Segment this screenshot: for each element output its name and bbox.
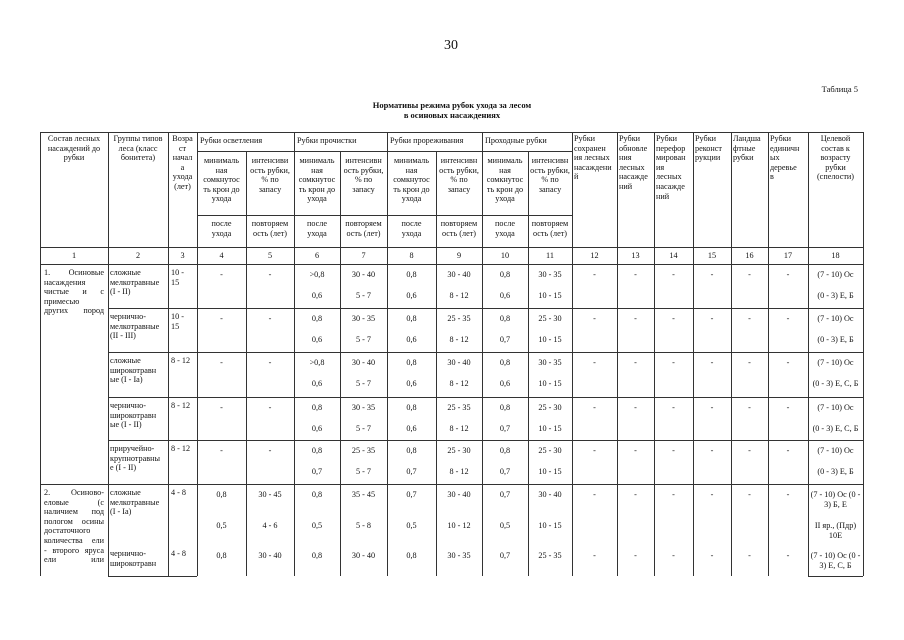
row-value-top: - — [748, 358, 751, 367]
row-target-top: (7 - 10) Ос — [817, 446, 854, 455]
column-number: 1 — [71, 251, 77, 260]
row-value-top: 25 - 30 — [538, 314, 562, 323]
row-start-age: 4 - 8 — [171, 549, 187, 558]
row-value-bottom: 0,6 — [406, 379, 417, 388]
row-value-top: - — [220, 270, 223, 279]
subheader-repeat: повторяем ость (лет) — [251, 219, 289, 238]
row-value-bottom: 10 - 15 — [538, 424, 562, 433]
row-value-top: 0,8 — [311, 314, 323, 323]
column-number: 7 — [361, 251, 366, 260]
row-start-age: 10 - 15 — [171, 312, 184, 331]
header-forest-groups: Группы типов леса (класс бонитета) — [113, 134, 163, 163]
row-target-bottom: II яр., (Пдр) 10Е — [814, 521, 857, 540]
row-value-top: 30 - 35 — [538, 270, 562, 279]
subheader-intensity: интенсивн ость рубки, % по запасу — [439, 156, 479, 194]
row-value-top: - — [672, 314, 675, 323]
row-value-top: - — [593, 551, 596, 560]
row-value-top: 0,8 — [216, 551, 227, 560]
row-value-top: - — [672, 490, 675, 499]
column-number: 4 — [219, 251, 224, 260]
row-value-top: 0,8 — [499, 403, 511, 412]
subheader-min-density: минималь ная сомкнутос ть крон до ухода — [298, 156, 336, 204]
row-value-top: 25 - 35 — [447, 314, 471, 323]
row-value-top: 0,8 — [499, 314, 511, 323]
subheader-after-care: после ухода — [211, 219, 232, 238]
subheader-repeat: повторяем ость (лет) — [345, 219, 382, 238]
column-number: 15 — [707, 251, 717, 260]
row-value-top: - — [710, 446, 714, 455]
header-single-trees: Рубки единичн ых деревье в — [770, 134, 800, 182]
row-value-top: 0,8 — [406, 446, 417, 455]
row-value-bottom: 10 - 15 — [538, 467, 562, 476]
row-value-top: - — [634, 490, 637, 499]
row-value-bottom: 0,6 — [311, 424, 323, 433]
row-value-top: 30 - 40 — [351, 270, 376, 279]
row-value-top: - — [593, 446, 596, 455]
header-passing: Проходные рубки — [485, 136, 547, 145]
row-start-age: 8 - 12 — [171, 356, 191, 365]
column-number: 5 — [267, 251, 273, 260]
row-value-bottom: 10 - 15 — [538, 379, 562, 388]
row-target-bottom: (0 - 3) Е, С, Б — [812, 379, 859, 388]
header-reformation: Рубки перефор мирован ия лесных насажде ний — [656, 134, 686, 201]
row-value-top: 25 - 30 — [538, 446, 562, 455]
row-value-top: 0,8 — [499, 270, 511, 279]
row-start-age: 8 - 12 — [171, 401, 191, 410]
row-value-top: - — [634, 270, 637, 279]
row-value-bottom: 5 - 7 — [355, 379, 371, 388]
subheader-intensity: интенсиви ость рубки, % по запасу — [250, 156, 290, 194]
subheader-intensity: интенсивн ость рубки, % по запасу — [530, 156, 570, 194]
row-start-age: 8 - 12 — [171, 444, 191, 453]
row-target-bottom: (0 - 3) Е, Б — [817, 467, 854, 476]
row-value-top: - — [593, 403, 596, 412]
row-value-top: - — [786, 358, 790, 367]
subheader-after-care: после ухода — [401, 219, 422, 238]
row-value-bottom: 5 - 8 — [355, 521, 371, 530]
subheader-repeat: повторяем ость (лет) — [440, 219, 478, 238]
column-number: 12 — [590, 251, 599, 260]
subheader-repeat: повторяем ость (лет) — [531, 219, 569, 238]
group-composition: 1. Осиновые насаждения чистые и с примесью других пород — [44, 268, 104, 316]
row-value-bottom: 5 - 7 — [355, 467, 371, 476]
row-value-bottom: 4 - 6 — [262, 521, 278, 530]
row-value-top: 0,8 — [406, 270, 417, 279]
row-value-top: - — [786, 551, 790, 560]
row-value-bottom: 0,5 — [311, 521, 323, 530]
row-value-top: 30 - 35 — [447, 551, 471, 560]
row-value-top: 25 - 30 — [447, 446, 471, 455]
row-target-top: (7 - 10) Ос — [817, 270, 854, 279]
row-value-top: 0,8 — [406, 314, 417, 323]
header-renewal: Рубки обновле ния лесных насажде ний — [619, 134, 648, 191]
page-number: 30 — [444, 38, 458, 53]
row-value-top: - — [634, 403, 637, 412]
row-value-top: - — [220, 358, 223, 367]
column-number: 2 — [135, 251, 141, 260]
row-start-age: 10 - 15 — [171, 268, 184, 287]
column-number: 10 — [500, 251, 510, 260]
title-line-1: Нормативы режима рубок ухода за лесом — [372, 100, 532, 110]
row-value-bottom: 0,6 — [311, 379, 323, 388]
row-value-top: 35 - 45 — [351, 490, 376, 499]
column-number: 3 — [180, 251, 185, 260]
row-value-top: >0,8 — [309, 270, 325, 279]
row-value-top: - — [268, 270, 272, 279]
row-value-top: 25 - 35 — [538, 551, 562, 560]
row-value-bottom: 8 - 12 — [449, 467, 469, 476]
row-value-top: >0,8 — [309, 358, 325, 367]
row-start-age: 4 - 8 — [171, 488, 187, 497]
row-value-bottom: 0,7 — [311, 467, 323, 476]
header-target: Целевой состав к возрасту рубки (спелости) — [816, 134, 855, 182]
row-value-top: - — [220, 314, 223, 323]
header-thinning: Рубки прореживания — [390, 136, 464, 145]
row-value-top: 30 - 40 — [538, 490, 562, 499]
subheader-intensity: интенсивн ость рубки, % по запасу — [343, 156, 384, 194]
row-forest-type: сложные широкотравн ые (I - Ia) — [110, 356, 157, 385]
row-forest-type: сложные мелкотравные (I - Ia) — [110, 488, 160, 517]
row-value-top: 0,8 — [499, 446, 511, 455]
column-number: 17 — [783, 251, 793, 260]
row-value-bottom: 0,6 — [406, 335, 417, 344]
column-number: 8 — [409, 251, 414, 260]
row-value-top: - — [710, 358, 714, 367]
row-value-top: - — [220, 446, 223, 455]
subheader-min-density: минималь ная сомкнутос ть крон до ухода — [393, 156, 430, 204]
row-value-bottom: 5 - 7 — [355, 291, 371, 300]
group-composition: 2. Осиново- еловые (с наличием под пологом осины достаточного количества ели - второго яруса ели или — [44, 488, 104, 565]
row-target-top: (7 - 10) Ос (0 - 3) Б, Е — [810, 490, 861, 509]
row-value-bottom: 8 - 12 — [449, 335, 469, 344]
row-value-top: - — [634, 314, 637, 323]
row-value-top: - — [268, 446, 272, 455]
row-value-top: - — [672, 270, 675, 279]
row-value-top: - — [748, 490, 751, 499]
row-value-bottom: 0,6 — [499, 291, 511, 300]
row-value-top: - — [786, 270, 790, 279]
row-value-top: 30 - 40 — [447, 270, 471, 279]
row-value-top: - — [710, 270, 714, 279]
row-value-top: - — [748, 551, 751, 560]
row-forest-type: чернично- широкотравн — [110, 549, 157, 568]
row-value-top: 30 - 40 — [447, 358, 471, 367]
row-value-top: 30 - 40 — [351, 358, 376, 367]
row-value-bottom: 0,5 — [216, 521, 227, 530]
subheader-after-care: после ухода — [494, 219, 516, 238]
row-value-top: 0,7 — [499, 551, 511, 560]
subheader-min-density: минималь ная сомкнутос ть крон до ухода — [203, 156, 240, 204]
row-value-top: 0,8 — [216, 490, 227, 499]
row-target-top: (7 - 10) Ос (0 - 3) Е, С, Б — [810, 551, 861, 570]
row-value-bottom: 10 - 15 — [538, 335, 562, 344]
column-number: 11 — [546, 251, 554, 260]
row-value-bottom: 0,7 — [499, 335, 511, 344]
row-value-top: 30 - 35 — [538, 358, 562, 367]
row-forest-type: сложные мелкотравные (I - II) — [110, 268, 160, 297]
grid-line — [863, 132, 864, 576]
row-value-bottom: 10 - 15 — [538, 521, 562, 530]
row-value-top: - — [672, 446, 675, 455]
row-value-top: - — [786, 403, 790, 412]
row-target-top: (7 - 10) Ос — [817, 358, 854, 367]
row-value-top: 30 - 40 — [258, 551, 282, 560]
row-value-top: - — [672, 551, 675, 560]
row-value-top: - — [786, 446, 790, 455]
row-value-bottom: 10 - 12 — [447, 521, 471, 530]
row-value-bottom: 0,5 — [499, 521, 511, 530]
row-value-top: - — [593, 490, 596, 499]
row-value-bottom: 0,7 — [499, 467, 511, 476]
header-cleaning: Рубки прочистки — [297, 136, 357, 145]
row-value-top: - — [593, 358, 596, 367]
row-value-top: - — [220, 403, 223, 412]
header-lightening: Рубки осветления — [200, 136, 263, 145]
row-value-bottom: 0,6 — [499, 379, 511, 388]
subheader-after-care: после ухода — [306, 219, 328, 238]
row-value-top: - — [672, 358, 675, 367]
row-value-bottom: 0,7 — [406, 467, 417, 476]
row-value-top: 0,7 — [406, 490, 417, 499]
column-number: 14 — [669, 251, 678, 260]
row-value-top: - — [672, 403, 675, 412]
row-value-top: - — [710, 314, 714, 323]
row-value-top: 30 - 35 — [351, 403, 376, 412]
row-value-top: 25 - 35 — [351, 446, 376, 455]
header-landscape: Ландша фтные рубки — [733, 134, 761, 163]
row-value-top: - — [786, 490, 790, 499]
column-number: 9 — [456, 251, 462, 260]
column-number: 6 — [314, 251, 320, 260]
row-target-top: (7 - 10) Ос — [817, 403, 854, 412]
row-value-top: 0,8 — [311, 446, 323, 455]
column-number: 18 — [831, 251, 840, 260]
row-value-top: 0,8 — [406, 358, 417, 367]
row-value-top: 0,8 — [406, 403, 417, 412]
row-value-top: 30 - 40 — [447, 490, 471, 499]
row-value-bottom: 8 - 12 — [449, 424, 469, 433]
row-value-top: - — [268, 403, 272, 412]
row-value-top: - — [634, 551, 637, 560]
row-value-top: 0,8 — [406, 551, 417, 560]
title-line-2: в осиновых насаждениях — [403, 110, 501, 120]
row-value-top: - — [268, 314, 272, 323]
row-value-top: - — [748, 314, 751, 323]
row-value-top: - — [710, 403, 714, 412]
row-value-top: 30 - 45 — [258, 490, 282, 499]
row-value-top: - — [748, 270, 751, 279]
row-value-bottom: 8 - 12 — [449, 379, 469, 388]
row-value-top: - — [268, 358, 272, 367]
row-forest-type: чернично- широкотравн ые (I - II) — [110, 401, 157, 430]
row-value-bottom: 5 - 7 — [355, 335, 371, 344]
row-value-top: 0,8 — [499, 358, 511, 367]
row-value-top: 0,8 — [311, 490, 323, 499]
row-value-top: - — [593, 270, 596, 279]
row-value-bottom: 0,6 — [311, 335, 323, 344]
row-value-top: - — [710, 490, 714, 499]
row-value-top: - — [710, 551, 714, 560]
row-value-top: - — [748, 403, 751, 412]
row-forest-type: чернично- мелкотравные (II - III) — [110, 312, 160, 341]
row-value-bottom: 8 - 12 — [449, 291, 469, 300]
row-value-top: 30 - 35 — [351, 314, 376, 323]
row-value-top: - — [634, 446, 637, 455]
header-preservation: Рубки сохранен ия лесных насаждени й — [574, 134, 612, 182]
header-composition: Состав лесных насаждений до рубки — [47, 134, 101, 163]
row-value-bottom: 10 - 15 — [538, 291, 562, 300]
grid-line — [108, 576, 197, 577]
row-value-bottom: 0,6 — [406, 424, 417, 433]
row-target-bottom: (0 - 3) Е, С, Б — [812, 424, 859, 433]
row-value-bottom: 5 - 7 — [355, 424, 371, 433]
table-label: Таблица 5 — [821, 84, 858, 94]
row-value-bottom: 0,6 — [406, 291, 417, 300]
row-value-bottom: 0,5 — [406, 521, 417, 530]
column-number: 13 — [631, 251, 640, 260]
row-forest-type: приручейно- крупнотравны е (I - II) — [110, 444, 160, 473]
row-value-bottom: 0,6 — [311, 291, 323, 300]
row-target-top: (7 - 10) Ос — [817, 314, 854, 323]
row-value-top: - — [786, 314, 790, 323]
row-value-top: 0,8 — [311, 551, 323, 560]
row-value-top: - — [593, 314, 596, 323]
grid-line — [808, 576, 863, 577]
subheader-min-density: минималь ная сомкнутос ть крон до ухода — [486, 156, 524, 204]
row-value-top: 25 - 35 — [447, 403, 471, 412]
row-value-top: 30 - 40 — [351, 551, 376, 560]
row-target-bottom: (0 - 3) Е, Б — [817, 291, 854, 300]
row-value-top: 0,8 — [311, 403, 323, 412]
row-target-bottom: (0 - 3) Е, Б — [817, 335, 854, 344]
row-value-bottom: 0,7 — [499, 424, 511, 433]
column-number: 16 — [745, 251, 754, 260]
row-value-top: 0,7 — [499, 490, 511, 499]
row-value-top: - — [748, 446, 751, 455]
row-value-top: - — [634, 358, 637, 367]
header-reconstruction: Рубки реконст рукции — [695, 134, 722, 163]
row-value-top: 25 - 30 — [538, 403, 562, 412]
header-start-age: Возра ст начал а ухода (лет) — [172, 134, 193, 191]
